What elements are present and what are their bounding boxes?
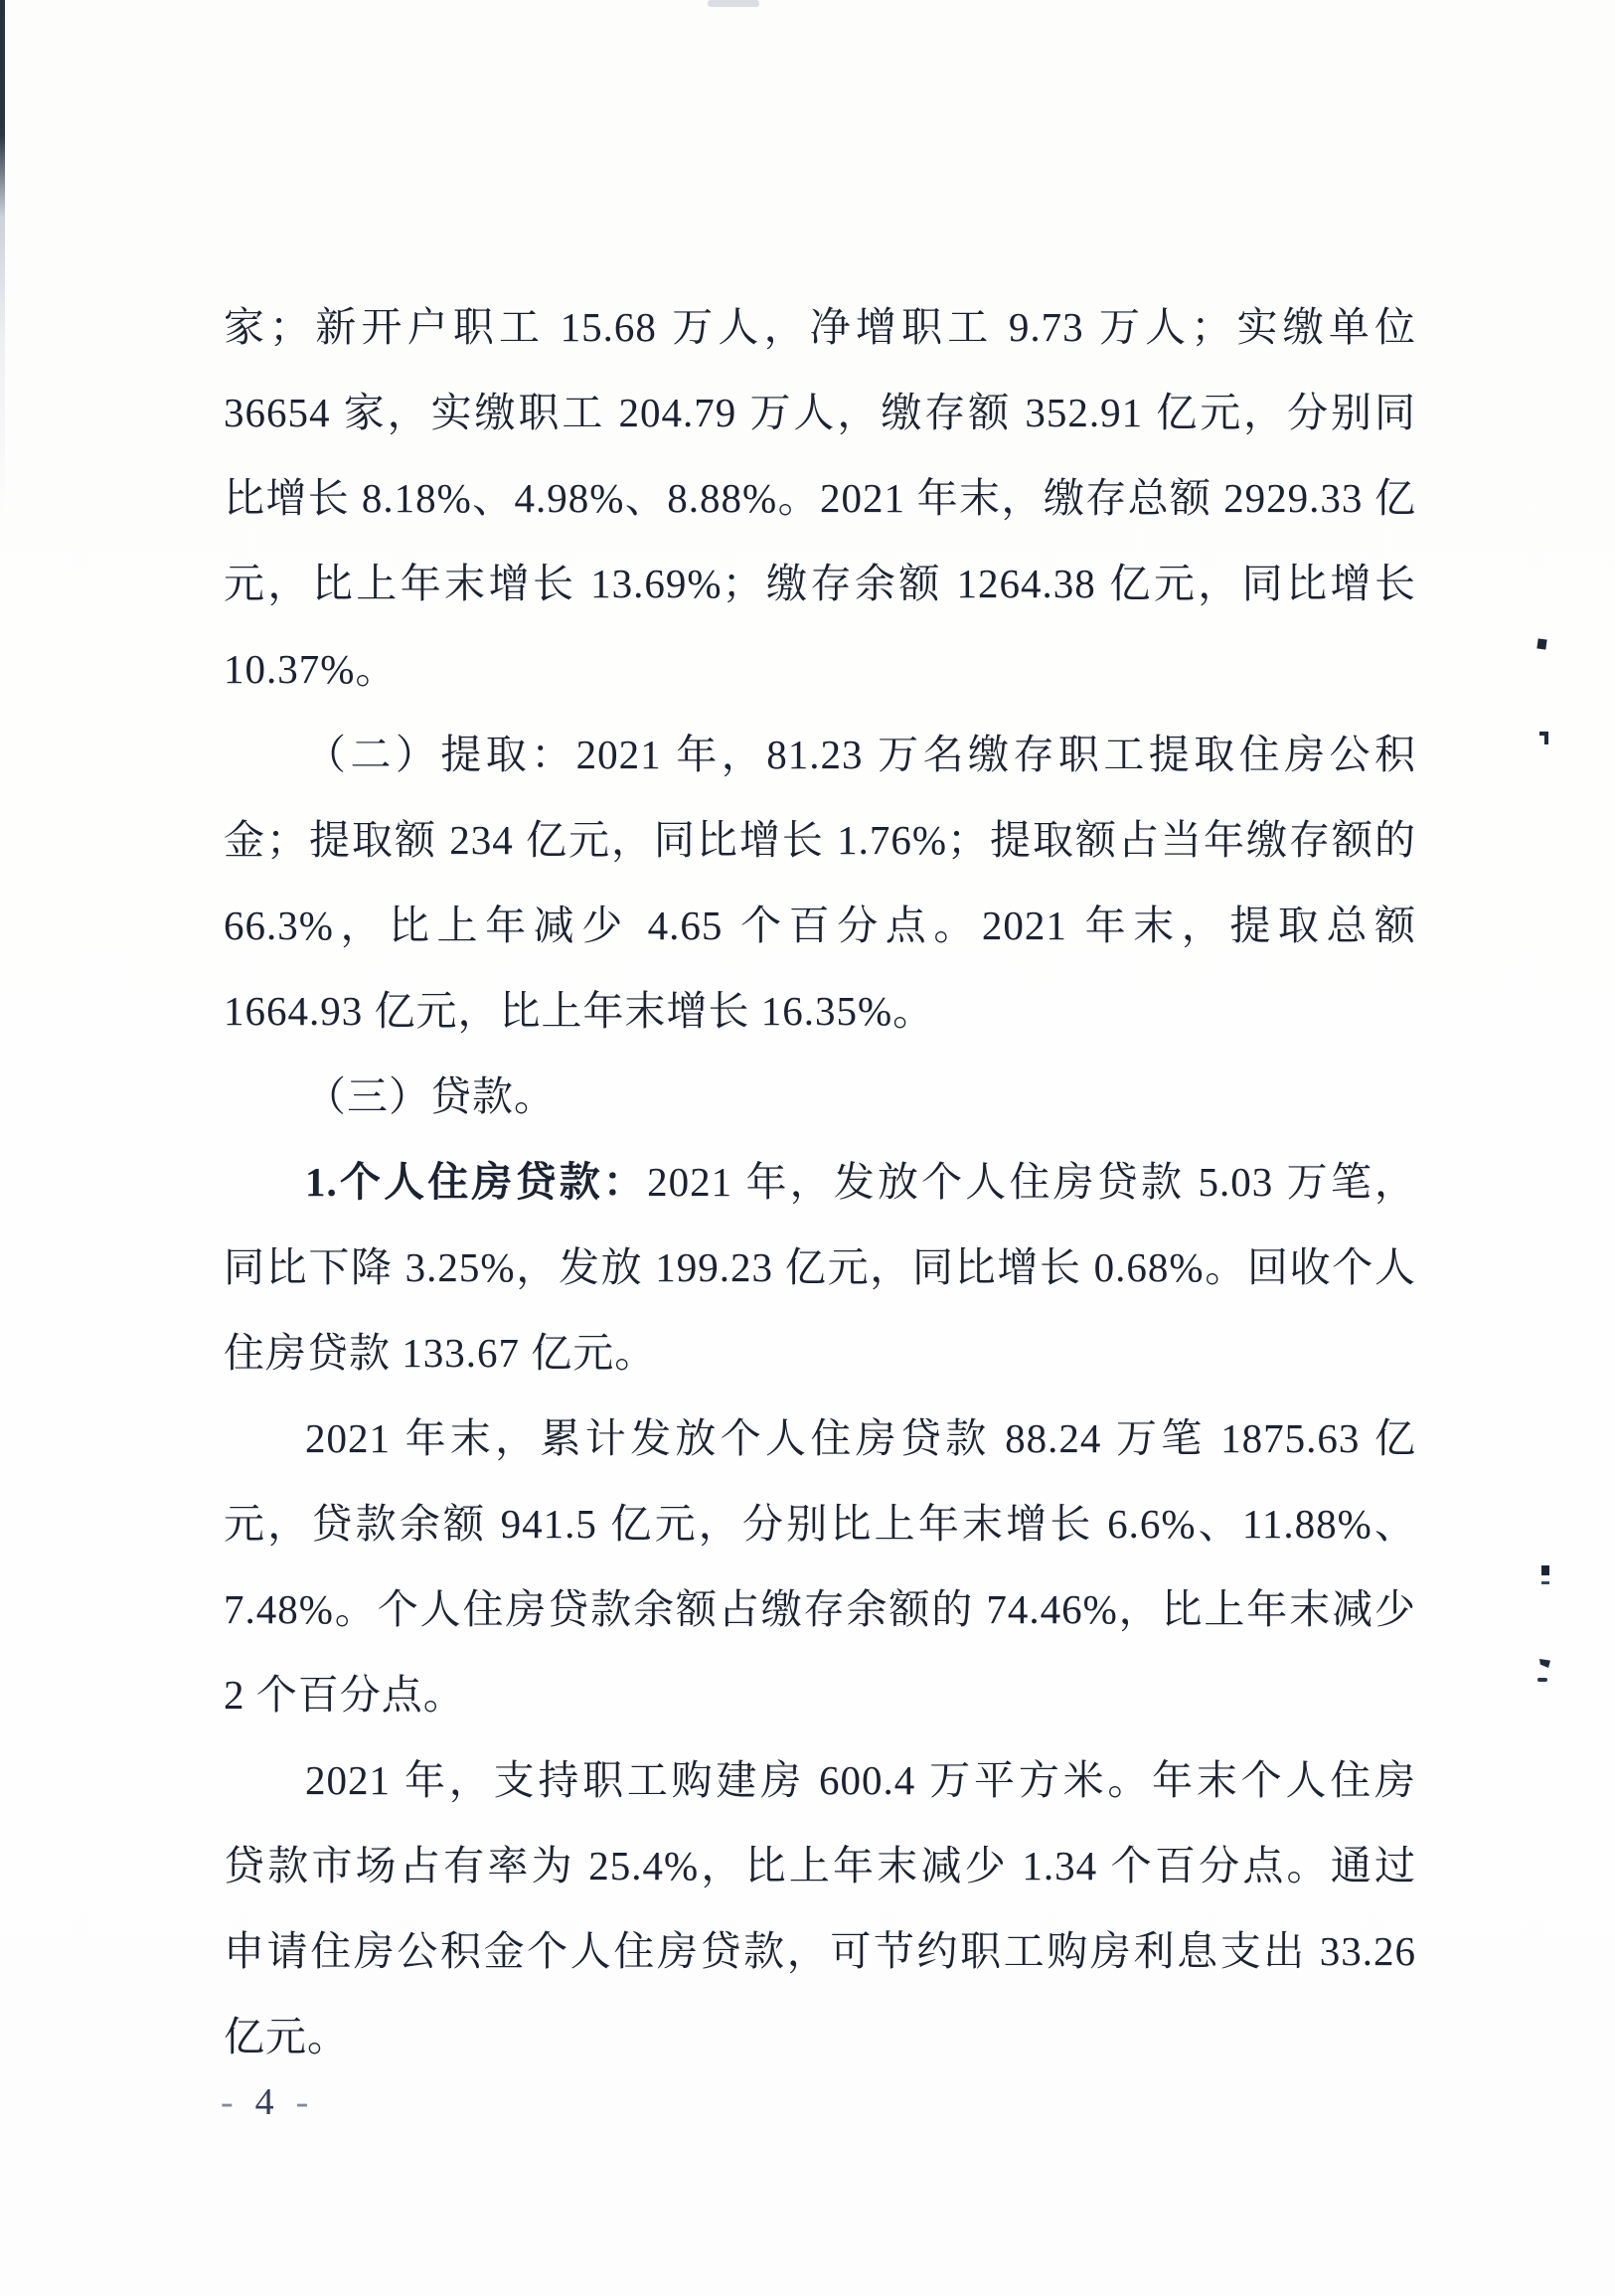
document-line: 家；新开户职工 15.68 万人，净增职工 9.73 万人；实缴单位 (224, 304, 1416, 350)
scan-mark (1541, 1581, 1549, 1584)
scan-mark (1536, 638, 1546, 649)
document-line: 2021 年，支持职工购建房 600.4 万平方米。年末个人住房 (305, 1757, 1416, 1803)
document-line-personal-loan-heading (224, 1139, 1416, 1225)
document-line: 2021 年末，累计发放个人住房贷款 88.24 万笔 1875.63 亿 (305, 1415, 1416, 1461)
document-line-section-loans: （三）贷款。 (305, 1073, 556, 1119)
scan-mark (1541, 1565, 1549, 1575)
page-number-dash-left: - (221, 2081, 234, 2123)
page-number (221, 2081, 308, 2123)
page-number-dash-right: - (295, 2081, 309, 2123)
document-line: 36654 家，实缴职工 204.79 万人，缴存额 352.91 亿元，分别同 (224, 390, 1416, 435)
document-line-section-withdrawal: （二）提取：2021 年，81.23 万名缴存职工提取住房公积 (305, 732, 1416, 777)
document-line: 住房贷款 133.67 亿元。 (224, 1330, 657, 1376)
document-line: 7.48%。个人住房贷款余额占缴存余额的 74.46%，比上年末减少 (224, 1586, 1416, 1632)
document-line: 亿元。 (224, 2014, 349, 2059)
scan-edge-strip (0, 0, 5, 517)
document-text-block (224, 284, 1416, 2079)
document-line: 元，贷款余额 941.5 亿元，分别比上年末增长 6.6%、11.88%、 (224, 1501, 1416, 1547)
document-line: 金；提取额 234 亿元，同比增长 1.76%；提取额占当年缴存额的 (224, 817, 1416, 863)
document-line: 同比下降 3.25%，发放 199.23 亿元，同比增长 0.68%。回收个人 (224, 1244, 1416, 1290)
document-line: 比增长 8.18%、4.98%、8.88%。2021 年末，缴存总额 2929.33 亿 (224, 475, 1416, 521)
document-line: 元，比上年末增长 13.69%；缴存余额 1264.38 亿元，同比增长 (224, 561, 1416, 606)
scan-smudge-top (708, 0, 759, 7)
document-line: 1664.93 亿元，比上年末增长 16.35%。 (224, 988, 935, 1034)
document-line: 申请住房公积金个人住房贷款，可节约职工购房利息支出 33.26 (224, 1928, 1416, 1974)
personal-loan-heading-rest: 2021 年，发放个人住房贷款 5.03 万笔， (647, 1159, 1416, 1205)
scan-mark (1539, 732, 1548, 744)
page-number-value: 4 (254, 2081, 274, 2123)
document-line: 10.37%。 (224, 646, 398, 692)
document-line: 66.3%，比上年减少 4.65 个百分点。2021 年末，提取总额 (224, 902, 1416, 948)
personal-loan-heading-label: 1.个人住房贷款： (305, 1159, 648, 1205)
scan-mark (1537, 1678, 1547, 1682)
document-line: 2 个百分点。 (224, 1672, 465, 1718)
scan-mark (1539, 1659, 1550, 1668)
document-line: 贷款市场占有率为 25.4%，比上年末减少 1.34 个百分点。通过 (224, 1843, 1416, 1888)
